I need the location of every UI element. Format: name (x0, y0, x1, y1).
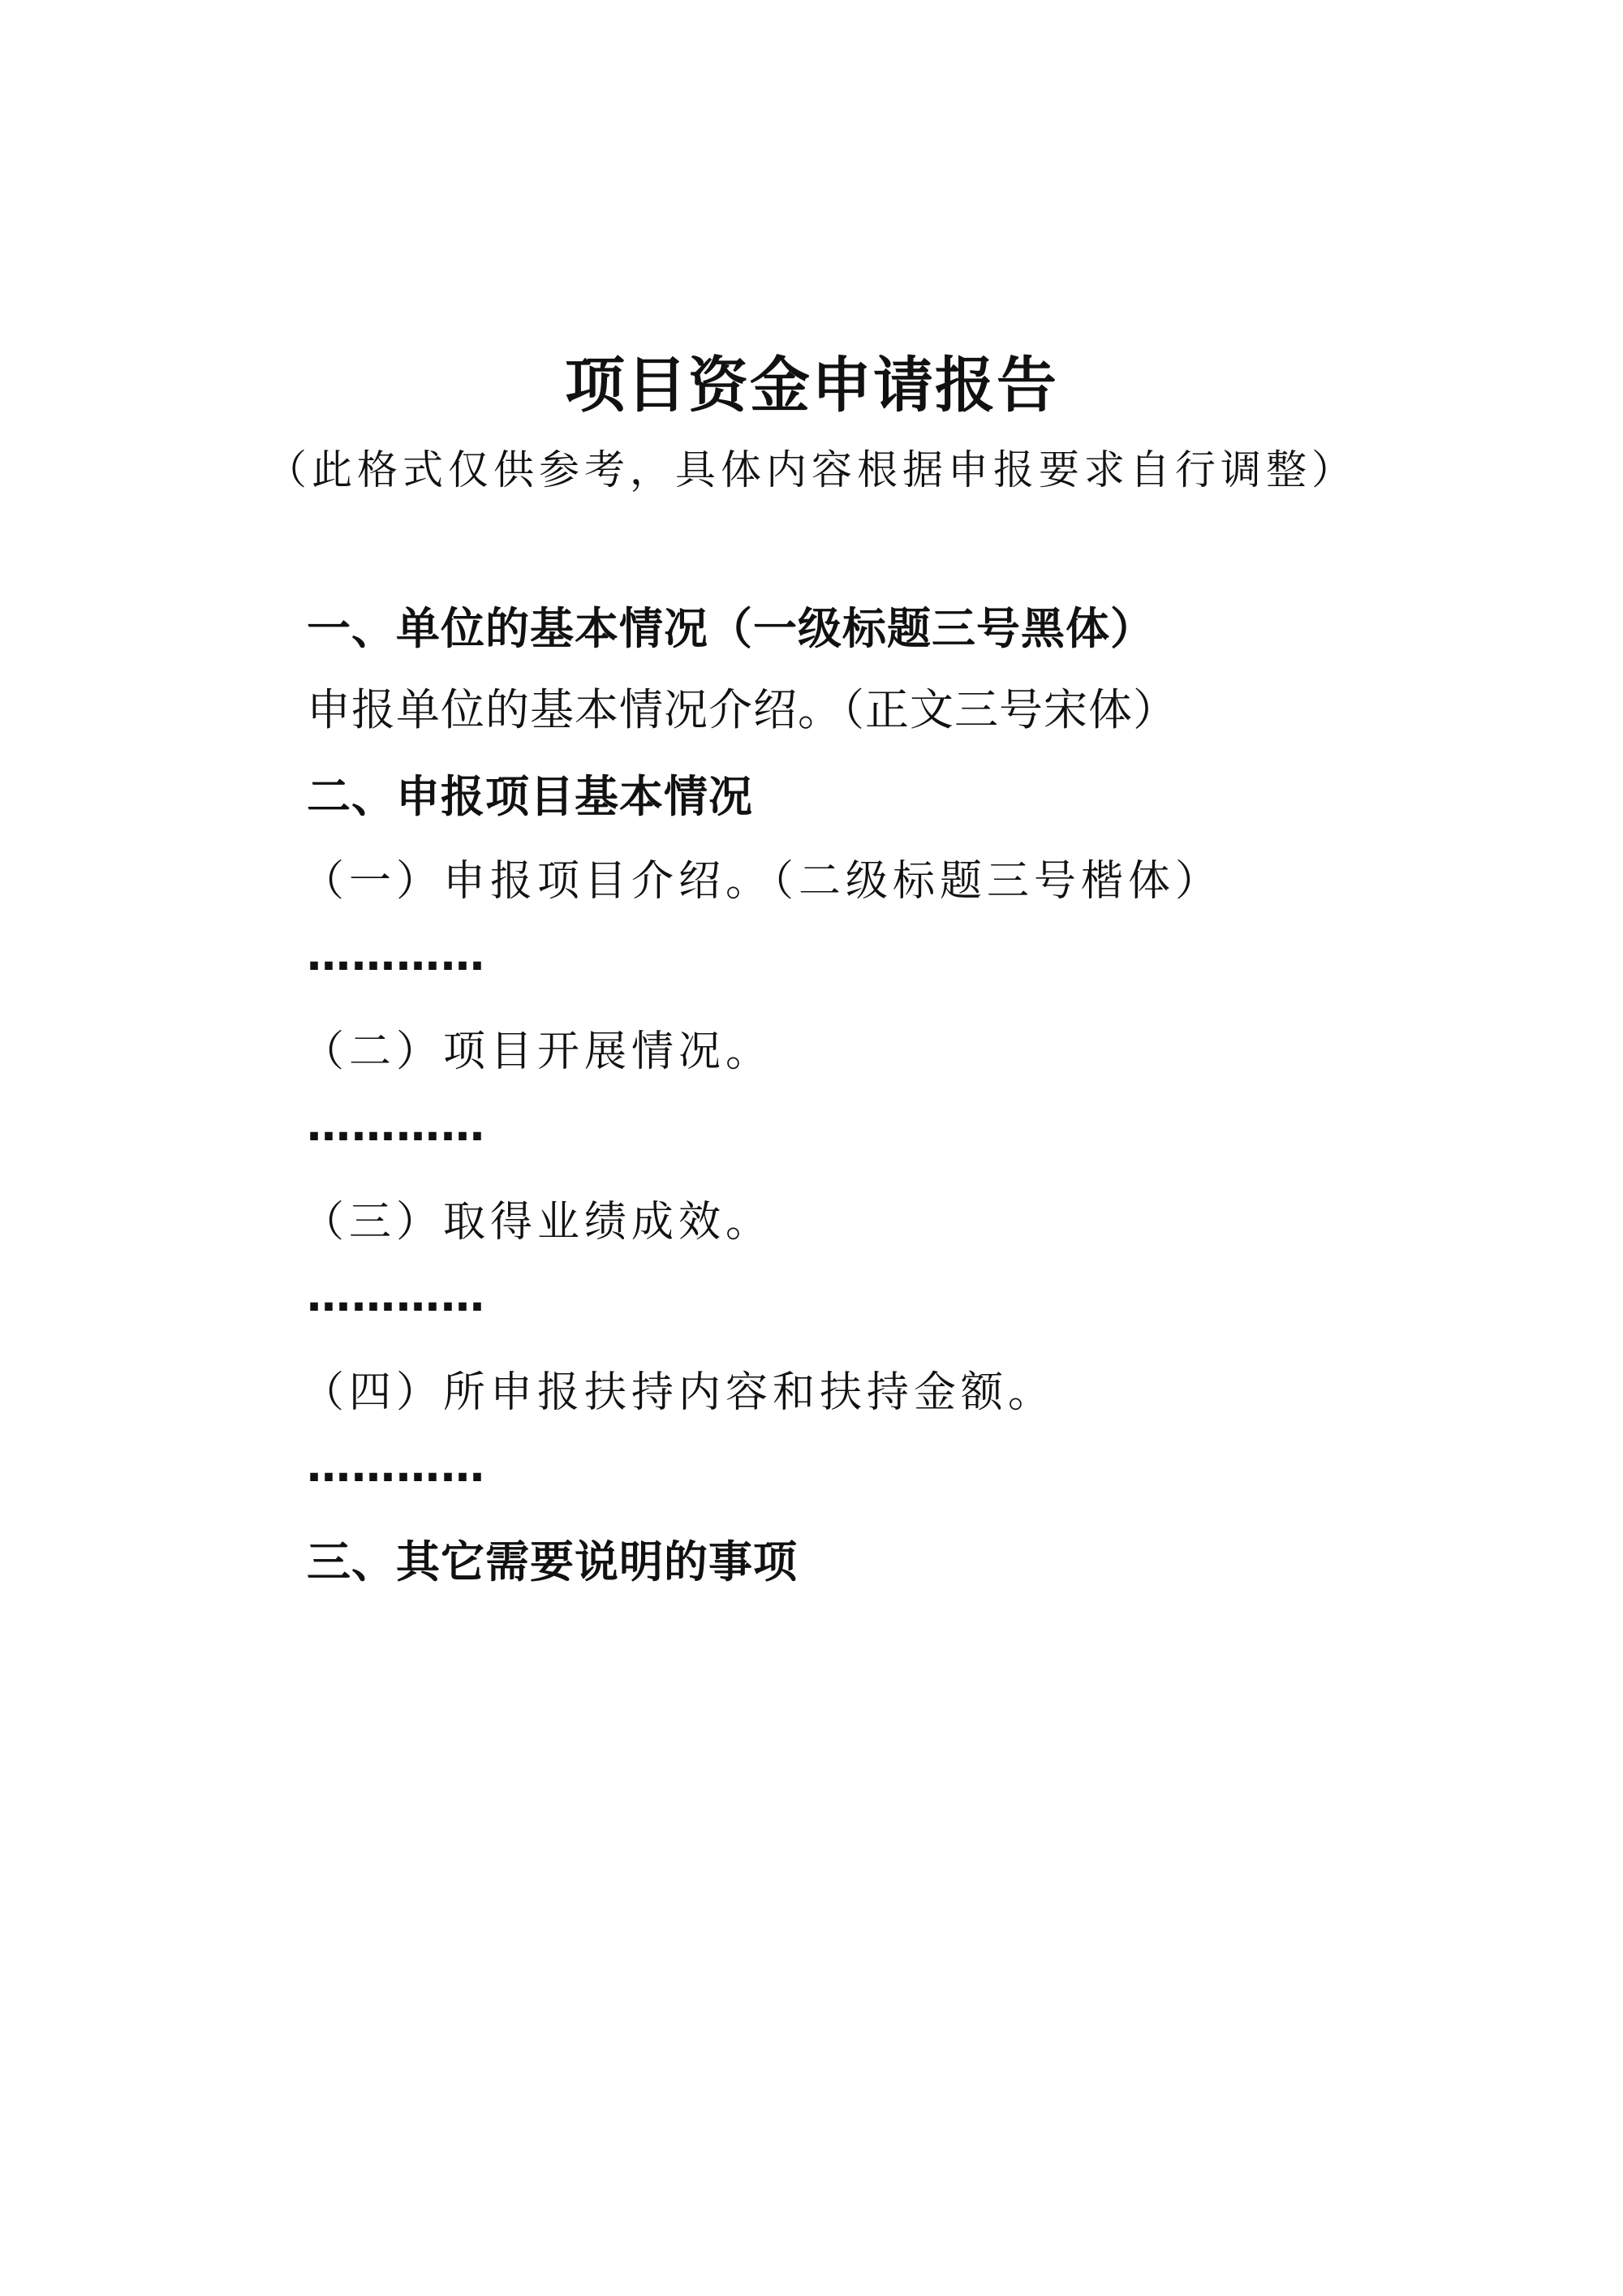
ellipsis-placeholder: ………… (307, 1100, 485, 1151)
ellipsis-placeholder: ………… (307, 1270, 485, 1321)
ellipsis-placeholder: ………… (307, 929, 485, 980)
subsection-heading-2: （二）项目开展情况。 (302, 1027, 773, 1076)
subsection-heading-4: （四）所申报扶持内容和扶持金额。 (302, 1368, 1056, 1417)
body-paragraph: 申报单位的基本情况介绍。（正文三号宋体） (307, 684, 1177, 735)
document-subtitle: （此格式仅供参考，具体内容根据申报要求自行调整） (266, 446, 1357, 493)
subsection-heading-1: （一）申报项目介绍。（二级标题三号楷体） (302, 857, 1223, 906)
section-heading-3: 三、其它需要说明的事项 (307, 1536, 798, 1587)
subsection-heading-3: （三）取得业绩成效。 (302, 1198, 773, 1247)
document-title: 项目资金申请报告 (565, 351, 1058, 420)
ellipsis-placeholder: ………… (307, 1441, 485, 1492)
section-heading-1: 一、单位的基本情况（一级标题三号黑体） (307, 603, 1155, 654)
section-heading-2: 二、申报项目基本情况 (307, 771, 753, 822)
